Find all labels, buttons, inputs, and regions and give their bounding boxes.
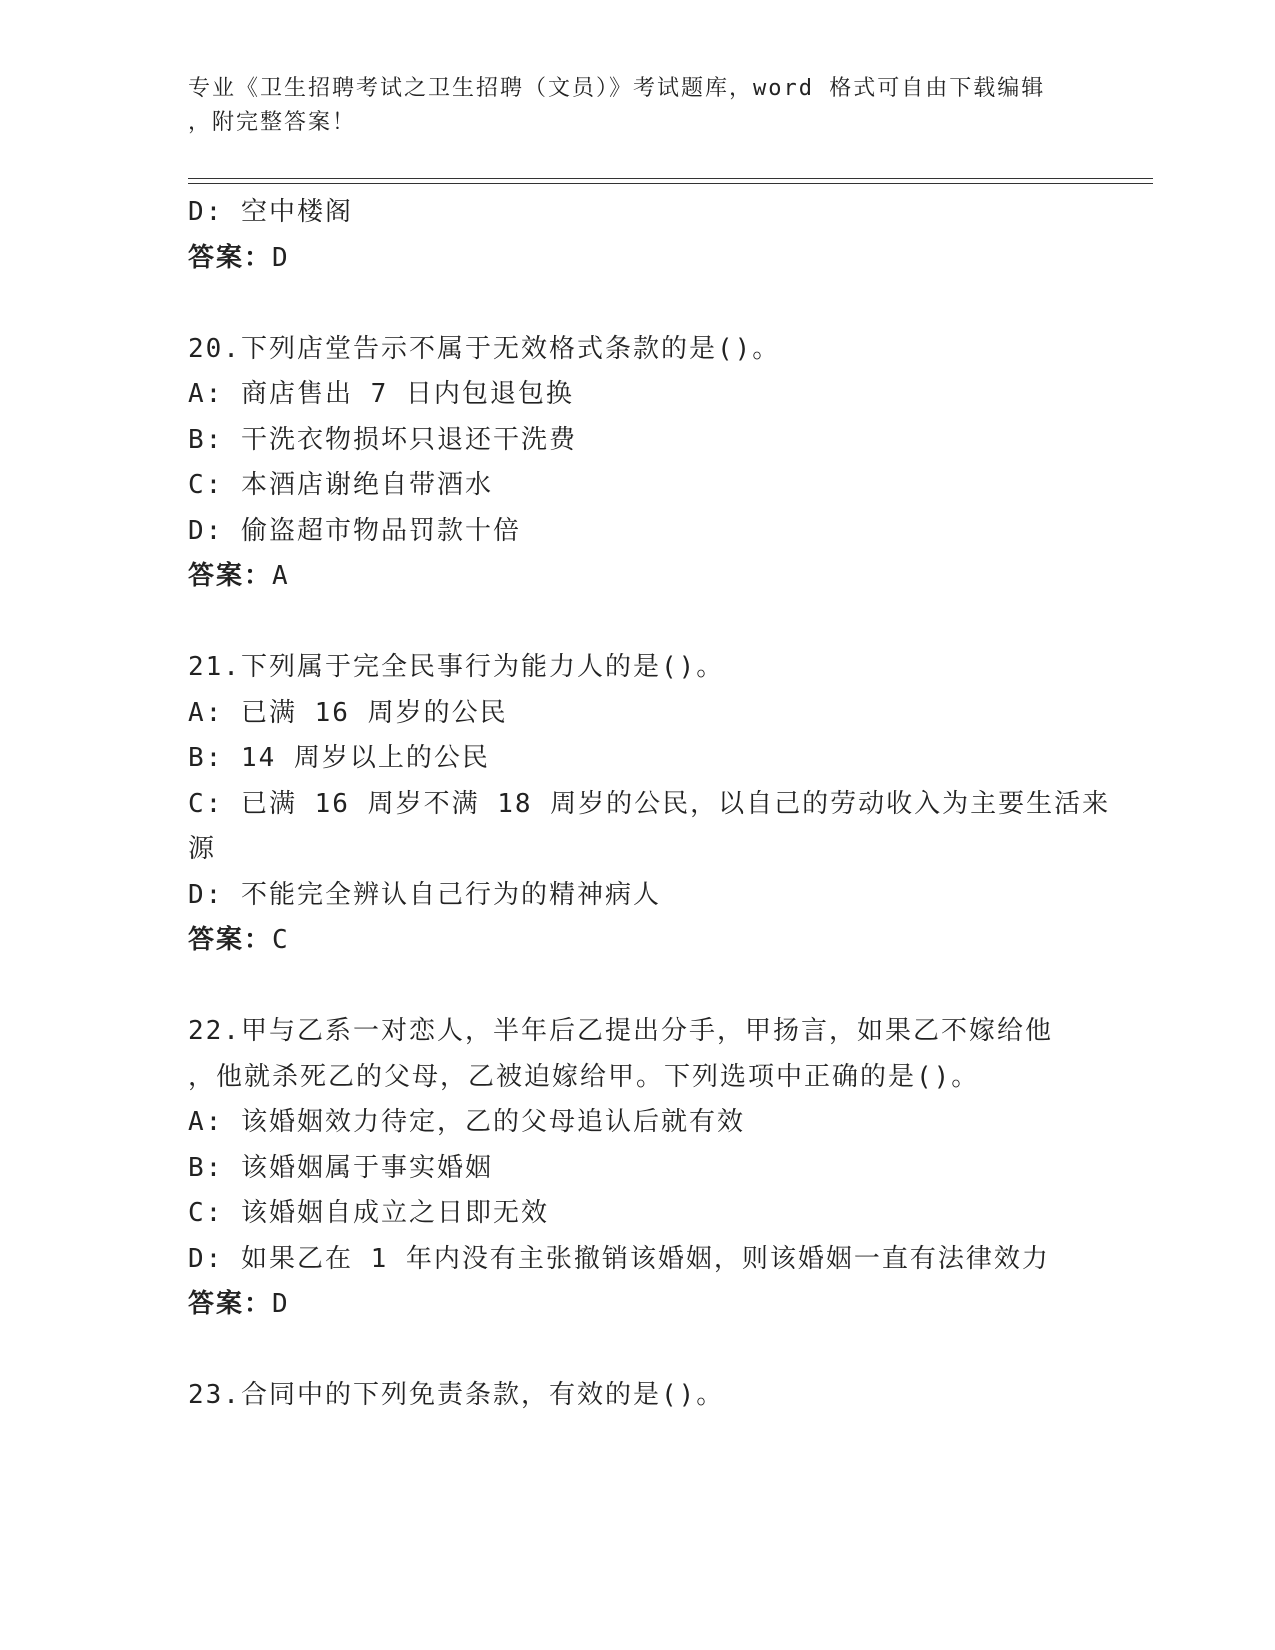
question-stem: 21.下列属于完全民事行为能力人的是()。 — [188, 652, 725, 682]
previous-question-tail — [188, 190, 1088, 281]
answer-line — [188, 918, 1088, 964]
answer-label: 答案： — [188, 925, 273, 955]
option-d: D: 如果乙在 1 年内没有主张撤销该婚姻，则该婚姻一直有法律效力 — [188, 1243, 1050, 1274]
answer-value: D — [272, 1289, 290, 1319]
question-stem: 23.合同中的下列免责条款，有效的是()。 — [188, 1380, 725, 1410]
answer-label: 答案： — [188, 1289, 273, 1319]
answer-label: 答案： — [188, 242, 273, 273]
spacer — [188, 281, 1088, 327]
option-d: D: 不能完全辨认自己行为的精神病人 — [188, 879, 661, 910]
option-a: A: 已满 16 周岁的公民 — [188, 697, 508, 728]
question-20 — [188, 327, 1088, 600]
option-b: B: 该婚姻属于事实婚姻 — [188, 1152, 493, 1183]
option-c: C: 本酒店谢绝自带酒水 — [188, 470, 493, 500]
option-b: B: 干洗衣物损坏只退还干洗费 — [188, 424, 577, 455]
option-a: A: 商店售出 7 日内包退包换 — [188, 379, 574, 409]
question-stem-continued: ，他就杀死乙的父母，乙被迫嫁给甲。下列选项中正确的是()。 — [188, 1061, 980, 1092]
spacer — [188, 600, 1088, 646]
answer-value: A — [272, 561, 290, 591]
header-line-1: 专业《卫生招聘考试之卫生招聘（文员）》考试题库，word 格式可自由下载编辑 — [188, 76, 1046, 101]
header-line-2: ，附完整答案！ — [188, 110, 357, 135]
question-stem: 22.甲与乙系一对恋人，半年后乙提出分手，甲扬言，如果乙不嫁给他 — [188, 1016, 1053, 1046]
answer-line — [188, 1282, 1088, 1328]
answer-line — [188, 554, 1088, 600]
answer-label: 答案： — [188, 561, 273, 591]
spacer — [188, 1328, 1088, 1374]
question-23 — [188, 1373, 1088, 1419]
option-c: C: 已满 16 周岁不满 18 周岁的公民，以自己的劳动收入为主要生活来 — [188, 788, 1111, 819]
header-rule-top — [188, 178, 1153, 179]
question-21 — [188, 645, 1111, 964]
answer-line — [188, 236, 1088, 282]
option-a: A: 该婚姻效力待定，乙的父母追认后就有效 — [188, 1107, 745, 1137]
option-c-continued: 源 — [188, 834, 217, 864]
header-rule-bottom — [188, 183, 1153, 184]
option-b: B: 14 周岁以上的公民 — [188, 743, 490, 773]
option-d: D: 偷盗超市物品罚款十倍 — [188, 515, 521, 546]
question-22 — [188, 1009, 1088, 1328]
option-d: D: 空中楼阁 — [188, 197, 353, 227]
document-header — [188, 72, 1068, 140]
answer-value: C — [272, 925, 290, 955]
document-body — [188, 190, 1111, 1419]
spacer — [188, 964, 1088, 1010]
option-c: C: 该婚姻自成立之日即无效 — [188, 1198, 549, 1228]
question-stem: 20.下列店堂告示不属于无效格式条款的是()。 — [188, 333, 781, 364]
answer-value: D — [272, 242, 290, 273]
